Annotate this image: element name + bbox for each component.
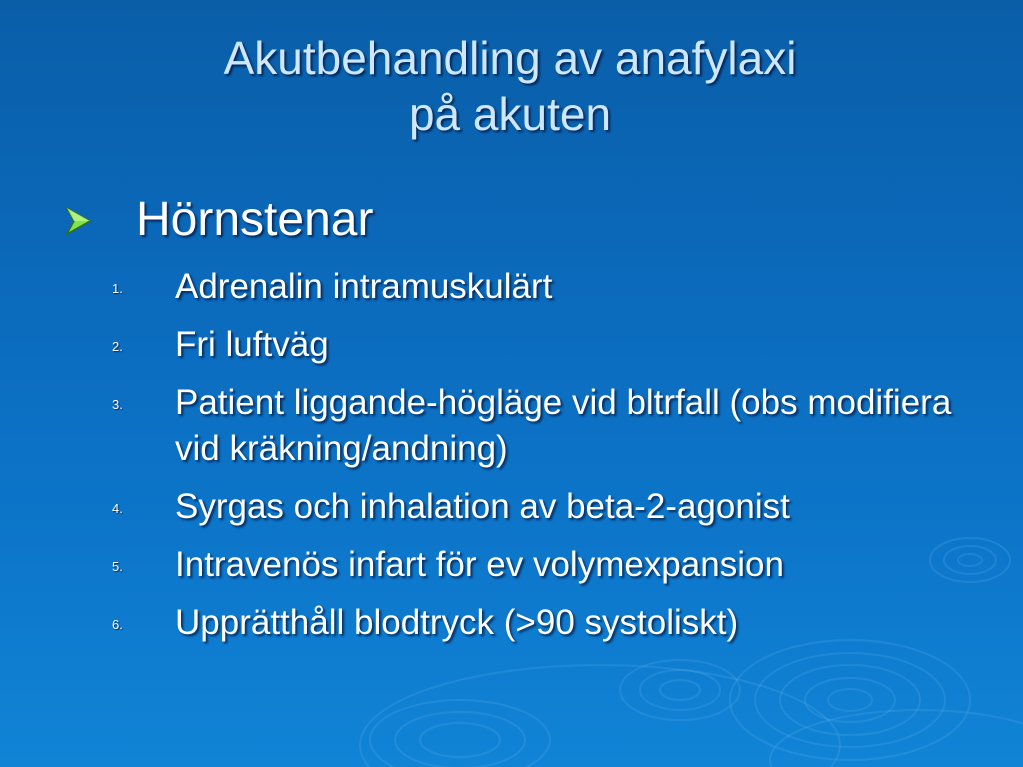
list-item-number: 4. (112, 501, 123, 516)
list-item (100, 264, 960, 310)
slide-title (60, 30, 960, 142)
list-item-text: Adrenalin intramuskulärt (175, 267, 553, 306)
list-item (100, 322, 960, 368)
title-line-1: Akutbehandling av anafylaxi (223, 32, 797, 84)
list-item-number: 1. (112, 281, 123, 296)
section-heading: Hörnstenar (136, 193, 374, 246)
numbered-list (100, 264, 960, 658)
list-item-text: Upprätthåll blodtryck (>90 systoliskt) (175, 603, 739, 642)
list-item-number: 2. (112, 339, 123, 354)
list-item-text: Syrgas och inhalation av beta-2-agonist (175, 487, 790, 526)
list-item-text: Intravenös infart för ev volymexpansion (175, 545, 784, 584)
list-item-text: Fri luftväg (175, 325, 329, 364)
list-item (100, 542, 960, 588)
list-item-text: Patient liggande-högläge vid bltrfall (obs modifiera vid kräkning/andning) (175, 383, 952, 468)
list-item-number: 6. (112, 617, 123, 632)
green-arrow-bullet-icon (62, 206, 92, 236)
list-item (100, 484, 960, 530)
list-item (100, 600, 960, 646)
list-item (100, 380, 960, 472)
list-item-number: 5. (112, 559, 123, 574)
title-line-2: på akuten (408, 88, 612, 140)
list-item-number: 3. (112, 397, 123, 412)
